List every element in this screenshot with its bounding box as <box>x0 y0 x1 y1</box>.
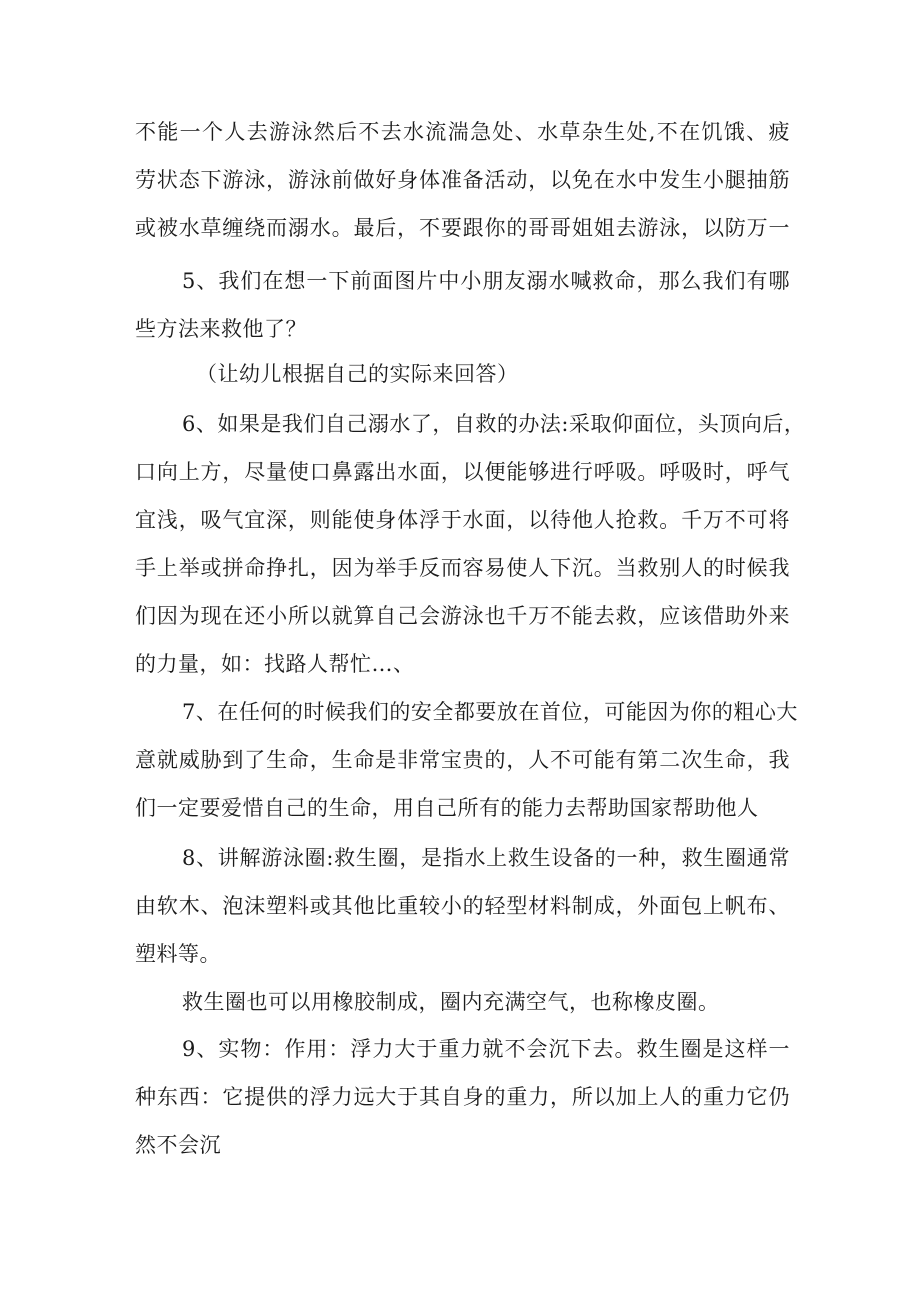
paragraph-line: 7、在任何的时候我们的安全都要放在首位，可能因为你的粗心大 <box>182 700 798 724</box>
paragraph-line: 塑料等。 <box>135 942 221 966</box>
paragraph-line: 种东西：它提供的浮力远大于其自身的重力，所以加上人的重力它仍 <box>135 1085 790 1109</box>
paragraph-line: 手上举或拼命挣扎，因为举手反而容易使人下沉。当救别人的时候我 <box>135 556 790 580</box>
paragraph-line: 劳状态下游泳，游泳前做好身体准备活动，以免在水中发生小腿抽筋 <box>135 168 790 192</box>
paragraph-line: 口向上方，尽量使口鼻露出水面，以便能够进行呼吸。呼吸时，呼气 <box>135 460 790 484</box>
paragraph-line: 由软木、泡沫塑料或其他比重较小的轻型材料制成，外面包上帆布、 <box>135 894 790 918</box>
paragraph-line: （让幼儿根据自己的实际来回答） <box>196 362 519 386</box>
paragraph-line: 8、讲解游泳圈:救生圈，是指水上救生设备的一种，救生圈通常 <box>182 846 790 870</box>
paragraph-line: 意就威胁到了生命，生命是非常宝贵的，人不可能有第二次生命，我 <box>135 748 790 772</box>
paragraph-line: 9、实物：作用：浮力大于重力就不会沉下去。救生圈是这样一 <box>182 1037 790 1061</box>
paragraph-line: 6、如果是我们自己溺水了，自救的办法:采取仰面位，头顶向后， <box>182 412 806 436</box>
paragraph-line: 些方法来救他了？ <box>135 317 307 341</box>
paragraph-line: 或被水草缠绕而溺水。最后，不要跟你的哥哥姐姐去游泳，以防万一 <box>135 216 790 240</box>
paragraph-line: 救生圈也可以用橡胶制成，圈内充满空气，也称橡皮圈。 <box>182 990 720 1014</box>
paragraph-line: 5、我们在想一下前面图片中小朋友溺水喊救命，那么我们有哪 <box>182 269 790 293</box>
paragraph-line: 然不会沉 <box>135 1133 221 1157</box>
paragraph-line: 宜浅，吸气宜深，则能使身体浮于水面，以待他人抢救。千万不可将 <box>135 508 790 532</box>
paragraph-line: 们一定要爱惜自己的生命，用自己所有的能力去帮助国家帮助他人 <box>135 796 759 820</box>
paragraph-line: 的力量，如：找路人帮忙…、 <box>135 652 415 676</box>
paragraph-line: 们因为现在还小所以就算自己会游泳也千万不能去救，应该借助外来 <box>135 604 790 628</box>
paragraph-line: 不能一个人去游泳然后不去水流湍急处、水草杂生处,不在饥饿、疲 <box>135 120 790 144</box>
